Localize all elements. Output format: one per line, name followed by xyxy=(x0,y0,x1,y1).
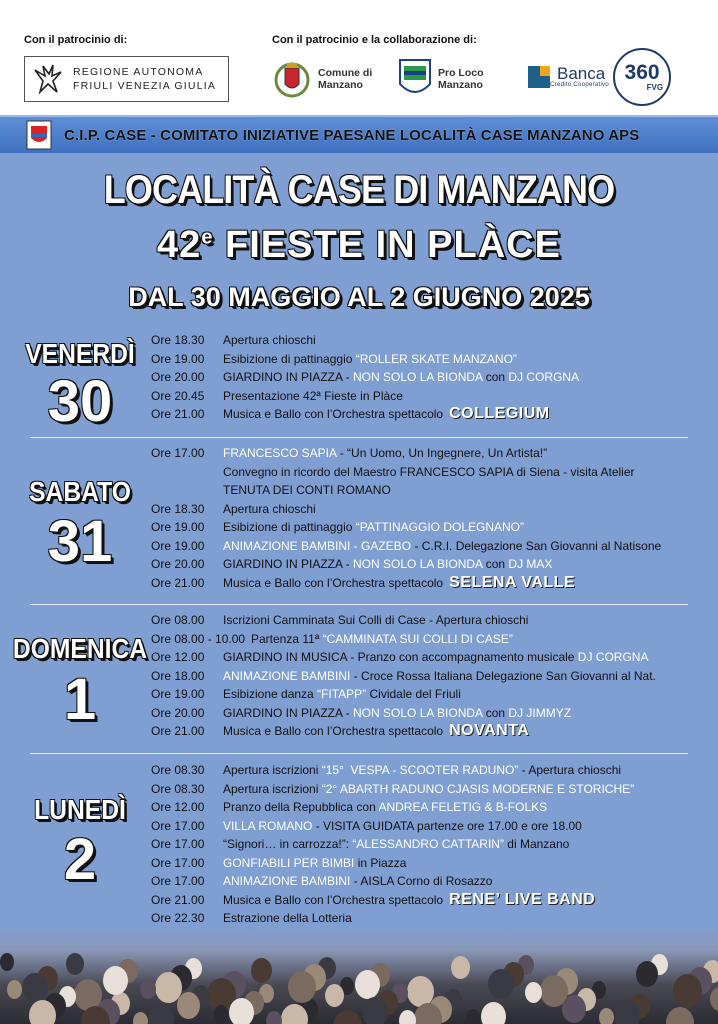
event-highlight: NON SOLO LA BIONDA xyxy=(353,557,483,571)
event-time: Ore 08.00 xyxy=(151,613,205,627)
event-highlight: DJ CORGNA xyxy=(577,650,649,664)
crowd-figure xyxy=(399,1010,416,1024)
event-text: - AISLA Corno di Rosazzo xyxy=(350,874,493,888)
event-time: Ore 17.00 xyxy=(151,446,205,460)
event-row xyxy=(151,352,517,370)
event-highlight: FRANCESCO SAPIA xyxy=(223,446,337,460)
crowd-figure xyxy=(525,982,542,1003)
event-highlight: “2° ABARTH RADUNO CJASIS MODERNE E STORICHE” xyxy=(321,781,635,796)
event-row xyxy=(151,874,492,892)
coat-of-arms-icon xyxy=(272,58,312,100)
event-row xyxy=(151,800,547,818)
event-time: Ore 12.00 xyxy=(151,650,205,664)
event-description xyxy=(223,520,524,538)
event-description xyxy=(223,502,316,520)
event-text: con xyxy=(482,705,509,720)
event-text: - Croce Rossa Italiana Delegazione San Giovanni al Nat. xyxy=(350,668,656,683)
event-description xyxy=(223,465,635,483)
eagle-icon xyxy=(31,62,65,96)
sponsor-bar xyxy=(0,0,718,115)
crowd-figure xyxy=(29,1000,56,1024)
event-text: Musica e Ballo con l’Orchestra spettacolo xyxy=(223,575,444,590)
event-highlight: DJ JIMMYZ xyxy=(508,705,572,720)
crowd-figure xyxy=(229,998,254,1024)
day-number: 31 xyxy=(47,509,113,574)
event-description xyxy=(223,874,492,892)
comune-line2: Manzano xyxy=(318,79,363,91)
event-time: Ore 08.30 xyxy=(151,763,205,777)
event-row xyxy=(151,856,406,874)
event-text: con xyxy=(482,557,509,571)
event-time: Ore 18.30 xyxy=(151,333,205,347)
event-description xyxy=(223,706,571,724)
event-time: Ore 19.00 xyxy=(151,538,205,553)
crowd-figure xyxy=(466,1009,480,1024)
crowd-figure xyxy=(355,970,380,999)
event-row xyxy=(151,333,316,351)
performer-name: SELENA VALLE xyxy=(449,573,576,591)
crowd-figure xyxy=(362,997,388,1024)
event-description xyxy=(223,763,621,781)
event-row xyxy=(151,502,316,520)
event-description xyxy=(223,687,461,705)
event-text: Apertura iscrizioni xyxy=(223,781,322,796)
event-time: Ore 20.00 xyxy=(151,370,205,384)
event-highlight: “15° VESPA - SCOOTER RADUNO” xyxy=(321,763,519,777)
event-text: Apertura chioschi xyxy=(223,501,316,516)
crowd-figure xyxy=(481,1002,506,1024)
event-time: Ore 17.00 xyxy=(151,818,205,833)
day-name: SABATO xyxy=(29,476,131,507)
event-text: Esibizione di pattinaggio xyxy=(223,520,356,534)
event-text: di Manzano xyxy=(503,837,570,851)
day-number: 30 xyxy=(47,369,113,434)
crowd-figure xyxy=(22,973,48,1003)
event-description xyxy=(223,557,552,575)
event-text: GIARDINO IN PIAZZA - xyxy=(223,705,354,720)
event-row xyxy=(151,650,648,668)
event-time: Ore 19.00 xyxy=(151,520,205,534)
event-highlight: ANDREA FELETIG & B-FOLKS xyxy=(378,800,548,814)
event-highlight: “FITAPP” xyxy=(317,687,367,701)
performer-name: RENE’ LIVE BAND xyxy=(449,890,596,908)
event-text: Convegno in ricordo del Maestro FRANCESCO SAPIA di Siena - visita Atelier xyxy=(223,464,635,479)
event-highlight: “ROLLER SKATE MANZANO” xyxy=(355,351,517,366)
event-row xyxy=(151,389,403,407)
crowd-photo xyxy=(0,925,718,1024)
crowd-figure xyxy=(177,992,200,1019)
event-row xyxy=(151,724,529,742)
event-row xyxy=(151,819,582,837)
banca-name: Banca xyxy=(557,64,606,83)
event-highlight: ANIMAZIONE BAMBINI xyxy=(223,668,351,683)
committee-title: C.I.P. CASE - COMITATO INIZIATIVE PAESANE LOCALITÀ CASE MANZANO APS xyxy=(64,126,640,144)
event-time: Ore 21.00 xyxy=(151,575,205,590)
event-text: - VISITA GUIDATA partenze ore 17.00 e ore 18.00 xyxy=(312,818,582,833)
cjasis-shield-icon xyxy=(26,120,52,150)
event-text: Musica e Ballo con l’Orchestra spettacolo xyxy=(223,892,444,907)
event-highlight: DJ MAX xyxy=(508,557,553,571)
event-time xyxy=(151,483,223,501)
proloco-line1: Pro Loco xyxy=(438,67,484,79)
event-description xyxy=(223,724,529,742)
event-description xyxy=(223,819,582,837)
event-description xyxy=(223,333,316,351)
day-number: 1 xyxy=(63,667,97,732)
event-row xyxy=(151,782,634,800)
crowd-figure xyxy=(251,958,272,983)
event-description xyxy=(223,370,579,388)
event-time: Ore 21.00 xyxy=(151,724,205,738)
event-row xyxy=(151,573,576,594)
event-row xyxy=(151,483,391,501)
event-text: GIARDINO IN MUSICA - Pranzo con accompagnamento musicale xyxy=(223,650,578,664)
crowd-figure xyxy=(451,956,470,979)
crowd-figure xyxy=(488,969,514,999)
region-fvg-logo xyxy=(24,56,229,102)
region-line1: REGIONE AUTONOMA xyxy=(73,66,204,78)
event-description xyxy=(223,389,403,407)
event-time: Ore 17.00 xyxy=(151,874,205,888)
crowd-figure xyxy=(599,1008,614,1024)
day-name: LUNEDÌ xyxy=(34,794,126,825)
event-description xyxy=(223,782,634,800)
event-row xyxy=(151,890,596,911)
event-description xyxy=(223,856,406,874)
event-row xyxy=(151,446,547,464)
event-text: GIARDINO IN PIAZZA - xyxy=(223,557,354,571)
event-text: Estrazione della Lotteria xyxy=(223,911,352,925)
event-text: Pranzo della Repubblica con xyxy=(223,800,379,814)
crowd-figure xyxy=(673,974,702,1007)
event-description xyxy=(223,613,528,631)
crowd-figure xyxy=(0,953,14,971)
committee-bar xyxy=(0,115,718,153)
event-highlight: “ALESSANDRO CATTARIN” xyxy=(352,837,504,851)
day-divider xyxy=(30,437,688,438)
event-row xyxy=(151,632,513,650)
event-description xyxy=(223,539,661,557)
crowd-figure xyxy=(148,1005,174,1024)
event-text: Apertura iscrizioni xyxy=(223,763,322,777)
day-name: DOMENICA xyxy=(12,633,148,664)
event-text: TENUTA DEI CONTI ROMANO xyxy=(223,483,391,497)
event-time: Ore 08.30 xyxy=(151,781,205,796)
comune-manzano-logo xyxy=(272,58,372,100)
edition-title: 42e FIESTE IN PLÀCE xyxy=(157,224,561,266)
event-time: Ore 20.45 xyxy=(151,388,205,403)
event-row xyxy=(151,407,550,425)
event-time: Ore 18.30 xyxy=(151,501,205,516)
event-description xyxy=(223,407,550,425)
day-divider xyxy=(30,753,688,754)
event-description xyxy=(223,800,547,818)
banca-num: 360 xyxy=(624,60,660,84)
banca-360-circle xyxy=(613,48,671,106)
event-highlight: VILLA ROMANO xyxy=(223,818,313,833)
event-row xyxy=(151,465,635,483)
event-row xyxy=(151,669,656,687)
event-highlight: NON SOLO LA BIONDA xyxy=(353,705,483,720)
event-text: Apertura chioschi xyxy=(223,333,316,347)
event-description xyxy=(223,837,569,855)
event-text: con xyxy=(482,370,509,384)
event-highlight: NON SOLO LA BIONDA xyxy=(353,370,483,384)
event-description xyxy=(223,573,576,594)
event-highlight: ANIMAZIONE BAMBINI - GAZEBO xyxy=(223,538,412,553)
banca-360-logo xyxy=(528,48,671,106)
event-text: - Apertura chioschi xyxy=(518,763,622,777)
event-text: Musica e Ballo con l’Orchestra spettacolo xyxy=(223,724,444,738)
crowd-figure xyxy=(7,980,22,999)
event-text: “Signori… in carrozza!”: xyxy=(223,837,353,851)
performer-name: NOVANTA xyxy=(449,722,530,739)
event-row xyxy=(151,763,621,781)
crowd-figure xyxy=(666,1007,694,1024)
crowd-figure xyxy=(214,1005,228,1023)
event-time: Ore 17.00 xyxy=(151,837,205,851)
event-time: Ore 17.00 xyxy=(151,855,205,870)
event-description xyxy=(223,446,547,464)
event-row xyxy=(151,557,552,575)
event-time: Ore 19.00 xyxy=(151,351,205,366)
collab-label: Con il patrocinio e la collaborazione di: xyxy=(272,34,477,46)
crowd-figure xyxy=(333,1010,362,1024)
event-time: Ore 22.30 xyxy=(151,911,205,925)
event-row xyxy=(151,687,461,705)
region-line2: FRIULI VENEZIA GIULIA xyxy=(73,80,217,92)
proloco-line2: Manzano xyxy=(438,79,483,91)
date-range-title: DAL 30 MAGGIO AL 2 GIUGNO 2025 xyxy=(128,282,590,312)
crowd-figure xyxy=(614,1001,640,1024)
event-text: Iscrizioni Camminata Sui Colli di Case - Apertura chioschi xyxy=(223,613,529,627)
event-time: Ore 18.00 xyxy=(151,668,205,683)
banca-region: FVG xyxy=(646,82,664,92)
event-row xyxy=(151,370,579,388)
crowd-figure xyxy=(288,971,316,1003)
crowd-figure xyxy=(266,1011,282,1024)
event-row xyxy=(151,613,528,631)
event-time: Ore 20.00 xyxy=(151,705,205,720)
day-divider xyxy=(30,604,688,605)
event-highlight: GONFIABILI PER BIMBI xyxy=(223,855,355,870)
crowd-figure xyxy=(66,953,84,975)
event-description xyxy=(223,483,391,501)
patronage-label: Con il patrocinio di: xyxy=(24,34,128,46)
event-description xyxy=(223,890,596,911)
proloco-manzano-logo xyxy=(398,58,484,100)
event-row xyxy=(151,706,571,724)
comune-line1: Comune di xyxy=(318,67,373,79)
event-text: Cividale del Friuli xyxy=(366,687,461,701)
event-highlight: “CAMMINATA SUI COLLI DI CASE” xyxy=(322,631,513,646)
day-name: VENERDÌ xyxy=(25,338,135,369)
event-highlight: ANIMAZIONE BAMBINI xyxy=(223,874,351,888)
event-highlight: “PATTINAGGIO DOLEGNANO” xyxy=(355,520,524,534)
event-text: Esibizione danza xyxy=(223,687,318,701)
event-time: Ore 19.00 xyxy=(151,687,205,701)
event-row xyxy=(151,520,524,538)
event-description xyxy=(251,632,513,650)
event-description xyxy=(223,669,656,687)
crowd-figure xyxy=(140,979,156,999)
event-text: in Piazza xyxy=(354,855,407,870)
event-text: - “Un Uomo, Un Ingegnere, Un Artista!” xyxy=(336,446,548,460)
event-row xyxy=(151,539,661,557)
crowd-figure xyxy=(636,961,658,987)
proloco-shield-icon xyxy=(398,58,432,100)
event-time: Ore 21.00 xyxy=(151,407,205,421)
event-text: Musica e Ballo con l’Orchestra spettacolo xyxy=(223,407,444,421)
event-text: - C.R.I. Delegazione San Giovanni al Natisone xyxy=(411,538,662,553)
crowd-figure xyxy=(325,984,344,1007)
event-description xyxy=(223,352,517,370)
crowd-figure xyxy=(710,987,718,1011)
event-time xyxy=(151,465,223,483)
event-time: Ore 20.00 xyxy=(151,557,205,571)
main-title: LOCALITÀ CASE DI MANZANO xyxy=(103,168,615,212)
day-number: 2 xyxy=(63,827,97,892)
event-text: Partenza 11ª xyxy=(251,631,323,646)
event-description xyxy=(223,650,648,668)
crowd-figure xyxy=(103,966,128,995)
crowd-figure xyxy=(562,995,586,1023)
banca-square-icon xyxy=(528,66,550,88)
event-text: GIARDINO IN PIAZZA - xyxy=(223,370,354,384)
event-time: Ore 12.00 xyxy=(151,800,205,814)
event-row xyxy=(151,837,569,855)
event-text: Esibizione di pattinaggio xyxy=(223,351,356,366)
crowd-figure xyxy=(133,1012,148,1024)
event-highlight: DJ CORGNA xyxy=(508,370,580,384)
performer-name: COLLEGIUM xyxy=(449,405,550,422)
banca-sub: Credito Cooperativo xyxy=(550,82,610,88)
event-time: Ore 21.00 xyxy=(151,892,205,907)
event-text: Presentazione 42ª Fieste in Plàce xyxy=(223,388,403,403)
event-time: Ore 08.00 - 10.00 xyxy=(151,631,246,646)
